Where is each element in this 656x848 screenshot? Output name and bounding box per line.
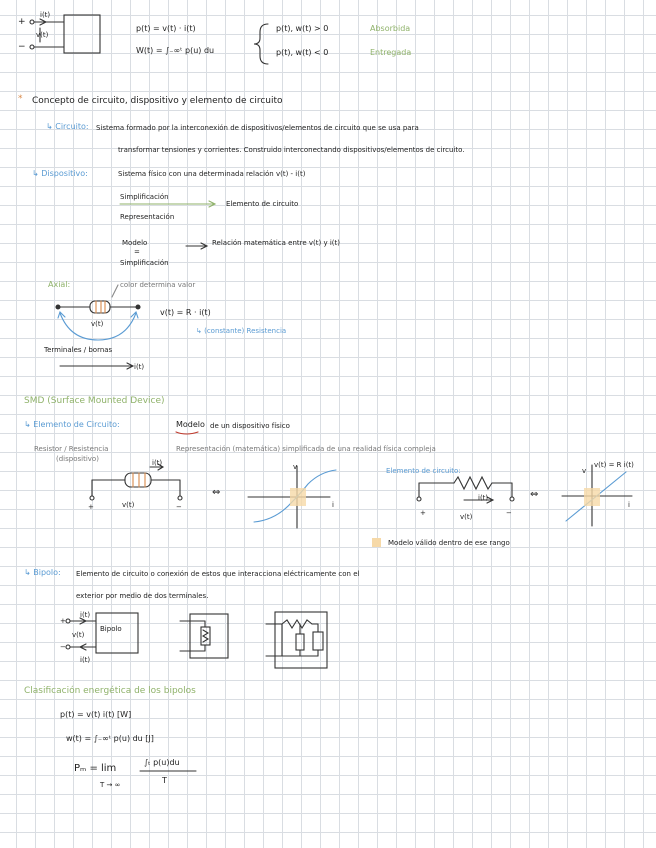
dispositivo-definition: Sistema físico con una determinada relación v(t) - i(t) <box>118 170 306 178</box>
bipolo-definition-1: Elemento de circuito o conexión de estos que interacciona eléctricamente con el <box>76 570 360 578</box>
bipolo-box-label: Bipolo <box>100 625 122 633</box>
bipolo-plus: + <box>60 617 66 625</box>
bipolo-i-bottom: i(t) <box>80 656 91 664</box>
dispositivo-label: ↳ Dispositivo: <box>32 169 88 178</box>
elemento-label: ↳ Elemento de Circuito: <box>24 420 120 429</box>
modelo-valido-label: Modelo válido dentro de ese rango <box>388 539 510 547</box>
circuito-label: ↳ Circuito: <box>46 122 89 131</box>
top-i-label: i(t) <box>40 11 51 19</box>
resistor-i-label: i(t) <box>152 459 163 467</box>
top-minus: − <box>18 42 26 52</box>
color-note: color determina valor <box>120 281 196 289</box>
power-equation: p(t) = v(t) · i(t) <box>136 24 196 33</box>
elem-minus: − <box>506 509 512 517</box>
graph2-v-axis: v <box>582 467 587 475</box>
graph1-v-axis: v <box>293 463 298 471</box>
bipolo-label: ↳ Bipolo: <box>24 568 61 577</box>
device-box <box>64 15 100 53</box>
resistor-plus: + <box>88 503 94 511</box>
dispositivo-paren: (dispositivo) <box>56 455 99 463</box>
clasificacion-title: Clasificación energética de los bipolos <box>24 686 196 696</box>
pm-denominator: T <box>162 776 167 785</box>
relacion-label: Relación matemática entre v(t) y i(t) <box>212 239 340 247</box>
graph2-equation: v(t) = R i(t) <box>594 461 634 469</box>
elem-plus: + <box>420 509 426 517</box>
axial-v-label: v(t) <box>91 320 104 328</box>
terminales-label: Terminales / bornas <box>44 346 113 354</box>
circuito-definition-2: transformar tensiones y corrientes. Construido interconectando dispositivos/elementos de circuito. <box>118 146 465 154</box>
modelo-equal: = <box>134 248 140 256</box>
pm-numerator: ∫ₜ p(u)du <box>144 758 180 767</box>
representacion-label: Representación <box>120 213 175 221</box>
graph1-i-axis: i <box>332 501 334 509</box>
elem-v-label: v(t) <box>460 513 473 521</box>
concepto-heading: Concepto de circuito, dispositivo y elemento de circuito <box>32 96 283 106</box>
absorbida-label: Absorbida <box>370 24 411 33</box>
resistor-minus: − <box>176 503 182 511</box>
condition-negative: p(t), w(t) < 0 <box>276 48 329 57</box>
entregada-label: Entregada <box>370 48 412 57</box>
simplificacion2-label: Simplificación <box>120 259 169 267</box>
condition-positive: p(t), w(t) > 0 <box>276 24 329 33</box>
axial-label: Axial: <box>48 280 71 289</box>
smd-title: SMD (Surface Mounted Device) <box>24 396 165 406</box>
top-plus: + <box>18 17 26 27</box>
legend-swatch <box>372 538 381 547</box>
resistor-v-label: v(t) <box>122 501 135 509</box>
graph2-i-axis: i <box>628 501 630 509</box>
graph2-highlight <box>584 488 600 506</box>
equiv-symbol-1: ⇔ <box>212 487 221 498</box>
pm-left: Pₘ = lim <box>74 763 117 774</box>
bipolo-minus: − <box>60 643 66 651</box>
simplificacion-label: Simplificación <box>120 193 169 201</box>
ohm-equation: v(t) = R · i(t) <box>160 308 211 317</box>
p-equation: p(t) = v(t) i(t) [W] <box>60 710 132 719</box>
energy-equation: W(t) = ∫₋∞ᵗ p(u) du <box>136 46 215 55</box>
axial-i-label: i(t) <box>134 363 145 371</box>
equiv-symbol-2: ⇔ <box>530 489 539 500</box>
elem-title: Elemento de circuito: <box>386 467 461 475</box>
w-equation: w(t) = ∫₋∞ᵗ p(u) du [J] <box>66 734 154 743</box>
elemento-circuito-label: Elemento de circuito <box>226 200 299 208</box>
elem-i-label: i(t) <box>478 494 489 502</box>
bipolo-i-top: i(t) <box>80 611 91 619</box>
pm-limit: T → ∞ <box>100 781 121 789</box>
bipolo-v-mid: v(t) <box>72 631 85 639</box>
resistor-label: Resistor / Resistencia <box>34 445 109 453</box>
graph1-highlight <box>290 488 306 506</box>
section-bullet: * <box>18 94 23 104</box>
resistencia-label: ↳ (constante) Resistencia <box>196 327 287 335</box>
elemento-modelo: Modelo <box>176 420 205 429</box>
modelo-label: Modelo <box>122 239 148 247</box>
bipolo-definition-2: exterior por medio de dos terminales. <box>76 592 209 600</box>
circuito-definition-1: Sistema formado por la interconexión de dispositivos/elementos de circuito que se usa para <box>96 124 419 132</box>
elemento-rest: de un dispositivo físico <box>210 422 290 430</box>
representacion-desc: Representación (matemática) simplificada de una realidad física compleja <box>176 445 436 453</box>
top-v-label: v(t) <box>36 31 49 39</box>
